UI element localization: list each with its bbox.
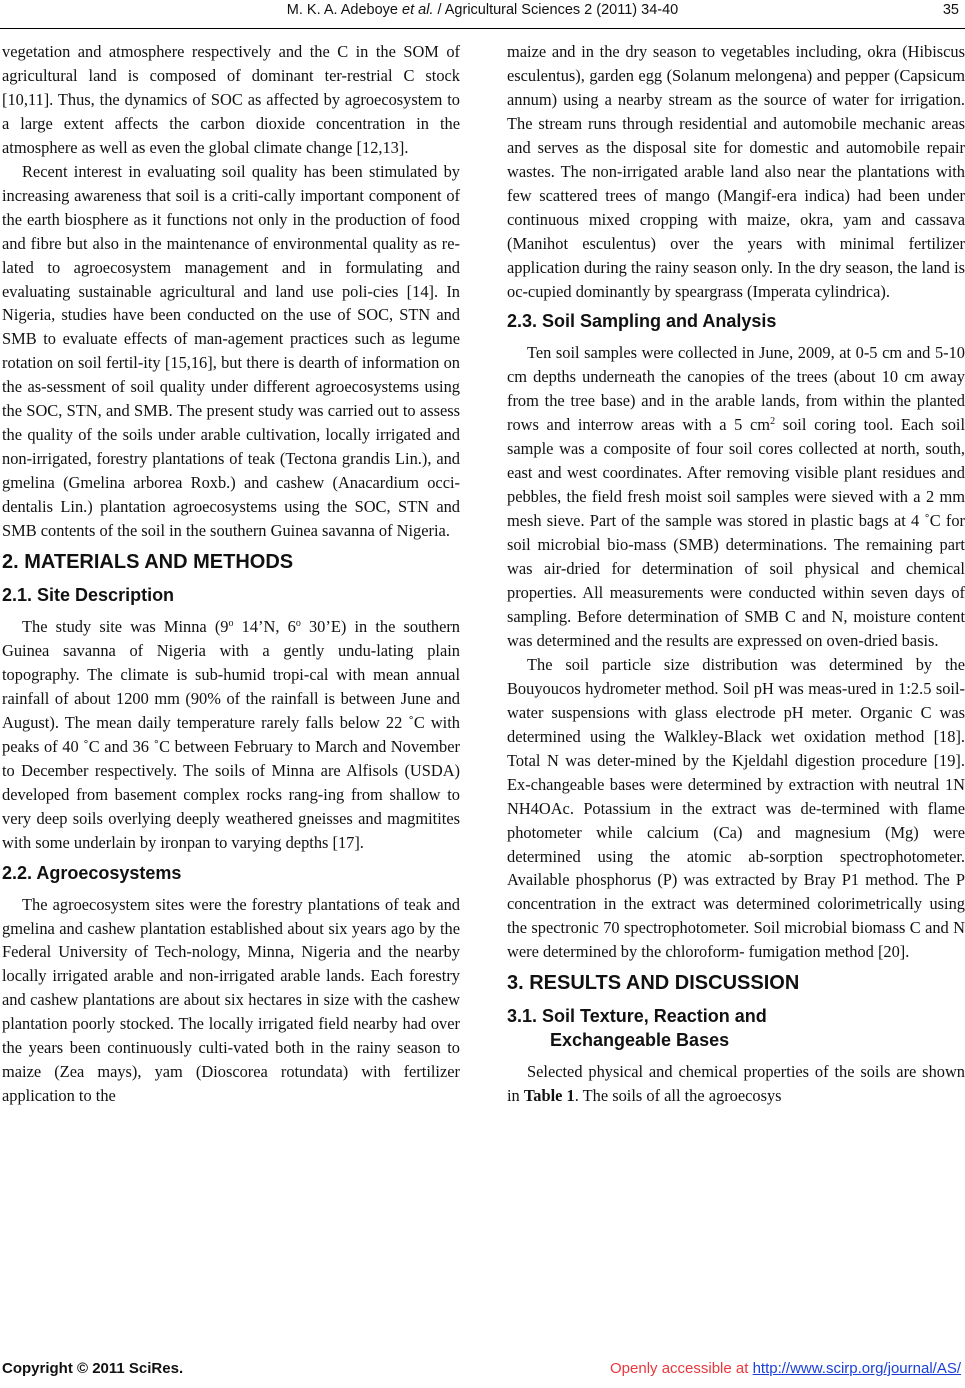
header-rule [0,28,965,29]
copyright-notice: Copyright © 2011 SciRes. [2,1360,184,1377]
right-column [507,40,965,1108]
header-authors: M. K. A. Adeboye [286,2,403,18]
header-et-al: et al. [402,2,434,18]
paragraph-results: Selected physical and chemical properties of the soils are shown in Table 1. The soils of all the agroecosys [507,1062,965,1106]
paragraph-agroecosystems: The agroecosystem sites were the forestry plantations of teak and gmelina and cashew plantation established about six years ago by the Federal University of Tech-nology, Minna, Nigeria and the nearby locally irrigated arable and non-irrigated arable lands. Each forestry and cashew plantations are about six hectares in size with the cashew plantation poorly stocked. The locally irrigated field nearby had over the years been continuously culti-vated both in the rainy season to maize (Zea mays), yam (Dioscorea rotundata) with fertilizer application to the [2,894,460,1106]
paragraph-analysis-methods: The soil particle size distribution was determined by the Bouyoucos hydrometer method. Soil pH was meas-ured in 1:2.5 soil-water suspensions with glass electrode pH meter. Organic C was determined using the Walkley-Black wet oxidation method [18]. Total N was deter-mined by the Kjeldahl digestion procedure [19]. Ex-changeable bases were determined by extraction with neutral 1N NH4OAc. Potassium in the extract was de-termined with flame photometer while calcium (Ca) and magnesium (Mg) were determined using the atomic ab-sorption spectrophotometer. Available phosphorus (P) was extracted by Bray P1 method. The P concentration in the extract was determined colorimetrically using the spectronic 70 spectrophotometer. Soil microbial biomass C and N were determined by the chloroform- fumigation method [20]. [507,654,965,962]
heading-soil-texture: 3.1. Soil Texture, Reaction and Exchangeable Bases [507,1006,767,1051]
table-1-reference[interactable]: Table 1 [523,1086,575,1106]
running-citation [0,2,965,18]
heading-results-discussion: 3. RESULTS AND DISCUSSION [507,972,800,995]
open-access-notice [610,1360,961,1377]
page-footer [0,1360,965,1382]
page-number: 35 [942,2,959,18]
heading-materials-methods: 2. MATERIALS AND METHODS [2,551,294,574]
journal-url-link[interactable]: http://www.scirp.org/journal/AS/ [752,1360,961,1377]
paragraph-site-description: The study site was Minna (9$^o$ 14’N, 6$^o$ 30’E) in the southern Guinea savanna of Nigeria with a gently undu-lating plain topography. The climate is sub-humid tropi-cal with mean annual rainfall of about 1200 mm (90% of the rainfall is between June and August). The mean daily temperature rarely falls below 22 ˚C with peaks of 40 ˚C and 36 ˚C between February to March and November to December respectively. The soils of Minna are Alfisols (USDA) developed from basement complex rocks rang-ing from shallow to very deep soils overlying deeply weathered gneisses and magmitites with some underlain by ironpan to varying depths [17]. [2,617,460,852]
left-column [2,40,460,1108]
paragraph-agroecosystems-continued: maize and in the dry season to vegetables including, okra (Hibiscus esculentus), garden egg (Solanum melongena) and pepper (Capsicum annum) using a nearby stream as the source of water for irrigation. The stream runs through residential and automobile mechanic areas and serves as the disposal site for domestic and automobile repair wastes. The non-irrigated arable land also near the plantations with few scattered trees of mango (Mangif-era indica) had been under continuous mixed cropping with maize, okra, yam and cassava (Manihot esculentus) over the years with minimal fertilizer application during the rainy season only. In the dry season, the land is oc-cupied dominantly by speargrass (Imperata cylindrica). [507,42,965,301]
header-citation: / Agricultural Sciences 2 (2011) 34-40 [433,2,679,18]
heading-soil-sampling: 2.3. Soil Sampling and Analysis [507,311,777,332]
heading-site-description: 2.1. Site Description [2,585,175,606]
paragraph-soil-quality: Recent interest in evaluating soil quality has been stimulated by increasing awareness that soil is a criti-cally important component of the earth biosphere as it functions not only in the production of food and fibre but also in the maintenance of environmental quality as re-lated to agroecosystem management and in formulating and evaluating sustainable agricultural and land use poli-cies [14]. In Nigeria, studies have been conducted on the use of SOC, STN and SMB to evaluate effects of man-agement practices such as legume rotation on soil fertil-ity [15,16], but there is dearth of information on the as-sessment of soil quality under different agroecosystems using the SOC, STN, and SMB. The present study was carried out to assess the quality of the soils under arable cultivation, locally irrigated and non-irrigated, forestry plantations of teak (Tectona grandis Lin.), and gmelina (Gmelina arborea Roxb.) and cashew (Anacardium occi-dentalis Lin.) plantation agroecosystems using the SOC, STN and SMB contents of the soil in the southern Guinea savanna of Nigeria. [2,161,460,541]
heading-agroecosystems: 2.2. Agroecosystems [2,862,182,883]
running-header [0,2,965,22]
paragraph-intro-continued: vegetation and atmosphere respectively and the C in the SOM of agricultural land is composed of dominant ter-restrial C stock [10,11]. Thus, the dynamics of SOC as affected by agroecosystem to a large extent affects the carbon dioxide concentration in the atmosphere as well as even the global climate change [12,13]. [2,42,460,157]
paragraph-soil-sampling: Ten soil samples were collected in June, 2009, at 0-5 cm and 5-10 cm depths underneath the canopies of the trees (about 10 cm away from the tree base) and in the arable lands, from within the planted rows and interrow areas with a 5 $cm^2$ soil coring tool. Each soil sample was a composite of four soil cores collected at north, south, east and west coordinates. After removing visible plant residues and pebbles, the field fresh moist soil samples were sieved with a 2 mm mesh sieve. Part of the sample was stored in plastic bags at 4 ˚C for soil microbial bio-mass (SMB) determinations. The remaining part was air-dried for determination of soil physical and chemical properties. All measurements were conducted within seven days of sampling. Before determination of SMB C and N, moisture content was determined and the results are expressed on oven-dried basis. [507,343,965,650]
openly-accessible-label: Openly accessible at [610,1360,753,1377]
